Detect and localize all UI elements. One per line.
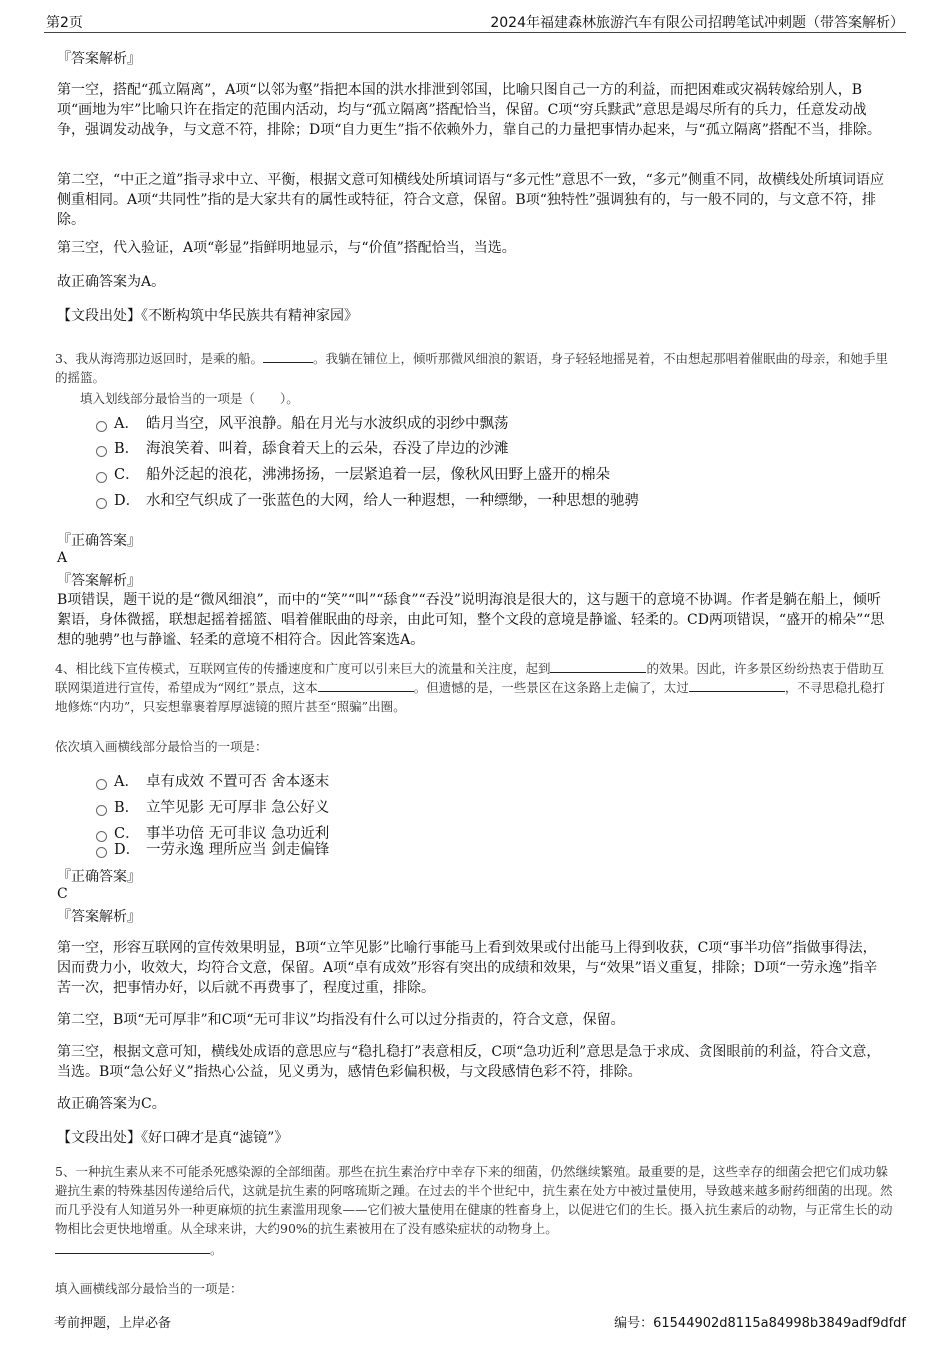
radio-icon[interactable]	[96, 446, 107, 457]
q4-source: 【文段出处】《好口碑才是真“滤镜”》	[57, 1130, 289, 1146]
q4-analysis-p3: 第三空，根据文意可知，横线处成语的意思应与“稳扎稳打”表意相反，C项“急功近利”意思是急于求成、贪图眼前的利益，符合文意，当选。B项“急公好义”指热心公益，见义勇为，感情色彩偏积极，与文段感情色彩不符，排除。	[57, 1044, 881, 1080]
radio-icon[interactable]	[96, 498, 107, 509]
q3-option-c[interactable]: C． 船外泛起的浪花，沸沸扬扬，一层紧追着一层，像秋风田野上盛开的棉朵	[96, 463, 610, 484]
q5-blank-line: 。	[55, 1240, 895, 1259]
q3-answer-label: 『正确答案』	[57, 533, 141, 549]
q4-answer: C	[57, 886, 68, 902]
q2-source: 【文段出处】《不断构筑中华民族共有精神家园》	[57, 308, 358, 324]
q4-prompt: 依次填入画横线部分最恰当的一项是：	[55, 739, 268, 754]
q3-option-b[interactable]: B． 海浪笑着、叫着，舔食着天上的云朵，吞没了岸边的沙滩	[96, 437, 509, 458]
q3-answer: A	[57, 550, 68, 566]
q5-stem: 5、一种抗生素从来不可能杀死感染源的全部细菌。那些在抗生素治疗中幸存下来的细菌，仍然继续繁殖。最重要的是，这些幸存的细菌会把它们成功躲避抗生素的特殊基因传递给后代，这就是抗生素的阿喀琉斯之踵。在过去的半个世纪中，抗生素在处方中被过量使用，导致越来越多耐药细菌的出现。然而几乎没有人知道另外一种更麻烦的抗生素滥用现象——它们被大量使用在健康的牲畜身上，以促进它们的生长。摄入抗生素后的动物，与正常生长的动物相比会更快地增重。从全球来讲，大约90%的抗生素被用在了没有感染症状的动物身上。	[55, 1164, 893, 1236]
q3-option-a[interactable]: A． 皓月当空，风平浪静。船在月光与水波织成的羽纱中飘荡	[96, 412, 509, 433]
q4-answer-label: 『正确答案』	[57, 869, 141, 885]
q2-analysis-p3: 第三空，代入验证，A项“彰显”指鲜明地显示，与“价值”搭配恰当，当选。	[57, 240, 516, 256]
footer-slogan: 考前押题，上岸必备	[54, 1316, 172, 1331]
radio-icon[interactable]	[96, 421, 107, 432]
page-number: 第2页	[46, 15, 83, 31]
q4-option-c[interactable]: C． 事半功倍 无可非议 急功近利	[96, 822, 329, 843]
q4-analysis-p2: 第二空，B项“无可厚非”和C项“无可非议”均指没有什么可以过分指责的，符合文意，保留。	[57, 1012, 625, 1028]
q4-option-a[interactable]: A． 卓有成效 不置可否 舍本逐末	[96, 770, 329, 791]
q5-prompt: 填入画横线部分最恰当的一项是：	[55, 1281, 243, 1296]
radio-icon[interactable]	[96, 472, 107, 483]
q4-option-d[interactable]: D． 一劳永逸 理所应当 剑走偏锋	[96, 838, 329, 859]
q2-analysis-p4: 故正确答案为A。	[57, 274, 166, 290]
q4-analysis-p1: 第一空，形容互联网的宣传效果明显，B项“立竿见影”比喻行事能马上看到效果或付出能马上得到收获，C项“事半功倍”指做事得法，因而费力小，收效大，均符合文意，保留。A项“卓有成效”形容有突出的成绩和效果，与“效果”语义重复，排除；D项“一劳永逸”指辛苦一次，把事情办好，以后就不再费事了，程度过重，排除。	[57, 940, 878, 996]
q4-analysis-p4: 故正确答案为C。	[57, 1096, 166, 1112]
q2-analysis-label: 『答案解析』	[57, 51, 141, 67]
radio-icon[interactable]	[96, 805, 107, 816]
radio-icon[interactable]	[96, 779, 107, 790]
q3-blank	[263, 350, 313, 363]
q4-blank-2	[318, 679, 414, 692]
q4-option-b[interactable]: B． 立竿见影 无可厚非 急公好义	[96, 796, 329, 817]
q3-prompt: 填入划线部分最恰当的一项是（ ）。	[80, 391, 299, 406]
q4-blank-3	[689, 679, 785, 692]
q4-analysis-label: 『答案解析』	[57, 909, 141, 925]
q3-stem: 3、我从海湾那边返回时，是乘的船。 。我躺在铺位上，倾听那微风细浪的絮语，身子轻轻地摇晃着，不由想起那唱着催眠曲的母亲，和她手里的摇篮。	[55, 351, 888, 385]
q2-analysis-p2: 第二空，“中正之道”指寻求中立、平衡，根据文意可知横线处所填词语与“多元性”意思不一致，“多元”侧重不同，故横线处所填词语应侧重相同。A项“共同性”指的是大家共有的属性或特征，符合文意，保留。B项“独特性”强调独有的，与一般不同的，与文意不符，排除。	[57, 172, 884, 228]
q4-blank-1	[550, 660, 646, 673]
page-header	[44, 10, 906, 33]
q3-analysis: B项错误，题干说的是“微风细浪”，而中的“笑”“叫”“舔食”“吞没”说明海浪是很大的，这与题干的意境不协调。作者是躺在船上，倾听絮语，身体微摇，联想起摇着摇篮、唱着催眠曲的母亲，由此可知，整个文段的意境是静谧、轻柔的。CD两项错误，“盛开的棉朵”“思想的驰骋”也与静谧、轻柔的意境不相符合。因此答案选A。	[57, 592, 885, 648]
q3-analysis-label: 『答案解析』	[57, 573, 141, 589]
radio-icon[interactable]	[96, 847, 107, 858]
q2-analysis-p1: 第一空，搭配“孤立隔离”，A项“以邻为壑”指把本国的洪水排泄到邻国，比喻只图自己一方的利益，而把困难或灾祸转嫁给别人，B项“画地为牢”比喻只许在指定的范围内活动，均与“孤立隔离”搭配恰当，保留。C项“穷兵黩武”意思是竭尽所有的兵力，任意发动战争，强调发动战争，与文意不符，排除；D项“自力更生”指不依赖外力，靠自己的力量把事情办起来，与“孤立隔离”搭配不当，排除。	[57, 82, 881, 138]
q3-option-d[interactable]: D． 水和空气织成了一张蓝色的大网，给人一种遐想，一种缥缈，一种思想的驰骋	[96, 489, 639, 510]
document-id: 编号：61544902d8115a84998b3849adf9dfdf	[614, 1316, 906, 1331]
document-title: 2024年福建森林旅游汽车有限公司招聘笔试冲刺题（带答案解析）	[490, 15, 904, 31]
q5-blank	[55, 1241, 210, 1254]
q4-stem: 4、相比线下宣传模式，互联网宣传的传播速度和广度可以引来巨大的流量和关注度，起到 的效果。因此，许多景区纷纷热衷于借助互联网渠道进行宣传，希望成为“网红”景点，这本 。但遗憾的是，一些景区在这条路上走偏了，太过 ，不寻思稳扎稳打地修炼“内功”，只妄想靠裹着厚厚滤镜的照片甚至“照骗”出圈。	[55, 661, 885, 714]
